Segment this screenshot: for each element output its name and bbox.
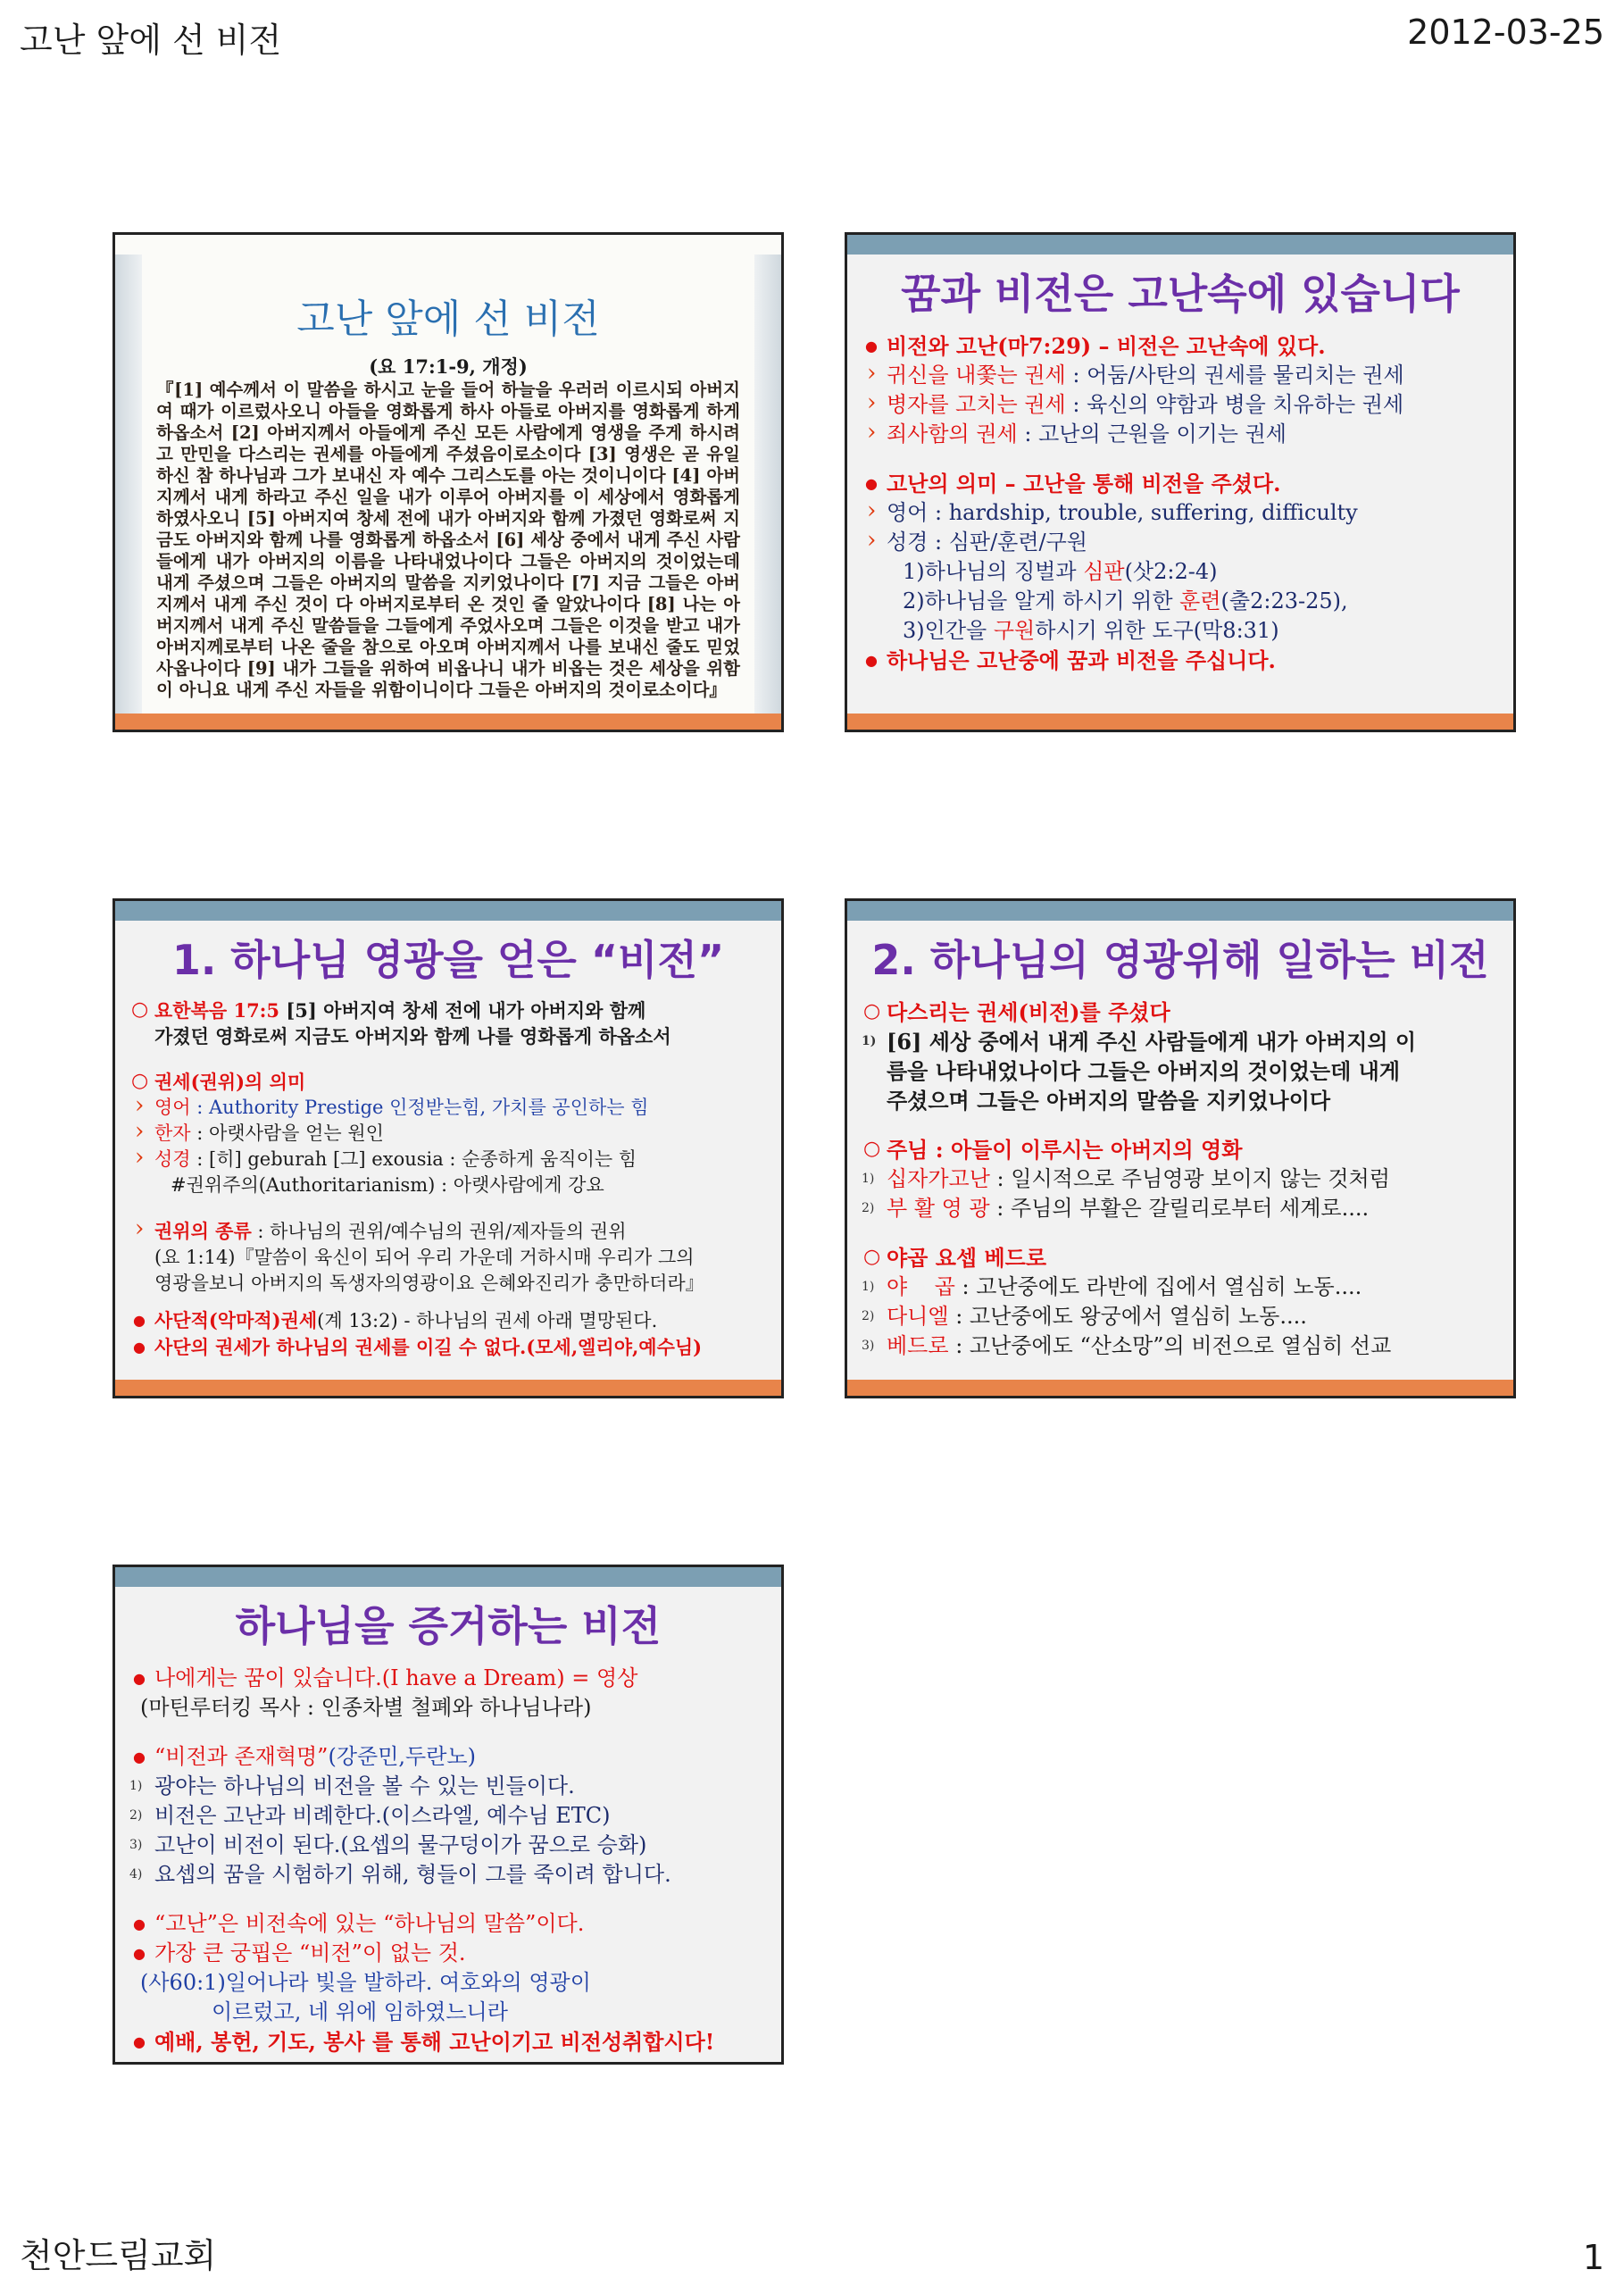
numbered-line: [126, 1801, 772, 1831]
line-number: 1): [129, 1779, 143, 1793]
slide-top-bar: [115, 901, 781, 921]
line-text: (강준민,두란노): [328, 1744, 476, 1769]
sub-line: 영광을보니 아버지의 독생자의영광이요 은혜와진리가 충만하더라』: [154, 1273, 704, 1294]
bullet-line: [126, 1307, 772, 1334]
sub-line: (사60:1)일어나라 빛을 발하라. 여호와의 영광이: [140, 1970, 591, 1995]
slide-content: [858, 331, 1504, 675]
line-text: 3)인간을: [903, 618, 994, 643]
page-footer-org: 천안드림교회: [20, 2236, 217, 2275]
sub-line: #권위주의(Authoritarianism) : 아랫사람에게 강요: [171, 1174, 604, 1196]
line-number: 2): [862, 1309, 875, 1323]
line-emphasis: 병자를 고치는 권세: [887, 392, 1066, 417]
slide-title: 하나님을 증거하는 비전: [235, 1602, 662, 1650]
slide-4: [845, 898, 1516, 1398]
line-number: 2): [862, 1201, 875, 1215]
line-text: : 하나님의 권위/예수님의 권위/제자들의 권위: [251, 1221, 627, 1242]
line-number: 4): [129, 1867, 143, 1882]
bullet-line: [126, 1147, 772, 1173]
line-emphasis: 권위의 종류: [154, 1220, 252, 1242]
bullet-line: ● 고난의 의미 – 고난을 통해 비전을 주셨다.: [858, 469, 1504, 498]
line-emphasis: 사단적(악마적)권세: [154, 1309, 318, 1331]
line-number: 3): [862, 1339, 875, 1353]
line-emphasis: 부 활 영 광: [887, 1196, 990, 1221]
sub-line: 름을 나타내었나이다 그들은 아버지의 것이었는데 내게: [887, 1058, 1401, 1084]
page-number: 1: [1582, 2238, 1604, 2277]
line-text: : 고난중에도 라반에 집에서 열심히 노동....: [954, 1274, 1362, 1299]
slide-bottom-bar: [115, 1380, 781, 1396]
line-text: : 고난중에도 “산소망”의 비전으로 열심히 선교: [948, 1333, 1392, 1358]
numbered-line: [858, 1164, 1504, 1194]
slide-bottom-bar: [847, 1380, 1513, 1396]
line-number: 2): [129, 1808, 143, 1823]
slide-title: 꿈과 비전은 고난속에 있습니다: [901, 270, 1460, 318]
line-text: 하시기 위한 도구(막8:31): [1035, 618, 1279, 643]
sub-line: [858, 616, 1504, 646]
bullet-line: › 성경 : 심판/훈련/구원: [858, 528, 1504, 557]
slide-2: [845, 232, 1516, 732]
bullet-line: ● 가장 큰 궁핍은 “비전”이 없는 것.: [126, 1939, 772, 1968]
slide-top-bar: [847, 235, 1513, 255]
line-text: : 아랫사람을 얻는 원인: [190, 1122, 384, 1144]
sub-line: [858, 587, 1504, 616]
line-emphasis: 훈련: [1179, 588, 1221, 613]
scripture-reference: (요 17:1-9, 개정): [369, 355, 528, 378]
line-emphasis: 다니엘: [887, 1304, 949, 1329]
slide-content: [126, 1664, 772, 2057]
numbered-line: [858, 1027, 1504, 1056]
bullet-line: ● “고난”은 비전속에 있는 “하나님의 말씀”이다.: [126, 1909, 772, 1939]
line-text: (출2:23-25),: [1220, 588, 1348, 613]
slide-1: [112, 232, 784, 732]
sub-line: 가졌던 영화로써 지금도 아버지와 함께 나를 영화롭게 하옵소서: [154, 1025, 671, 1047]
sub-line: 주셨으며 그들은 아버지의 말씀을 지키었나이다: [887, 1088, 1331, 1114]
sub-line: [858, 557, 1504, 587]
slide-title: 고난 앞에 선 비전: [296, 296, 600, 342]
slide-content: [858, 997, 1504, 1361]
line-text: 1)하나님의 징벌과: [903, 559, 1084, 584]
line-number: 3): [129, 1838, 143, 1852]
slide-top-bar: [847, 901, 1513, 921]
page-header-date: 2012-03-25: [1407, 13, 1604, 52]
bullet-line: ○ 야곱 요셉 베드로: [858, 1243, 1504, 1273]
bullet-line: ● 하나님은 고난중에 꿈과 비전을 주십니다.: [858, 646, 1504, 675]
line-text: : 고난의 근원을 이기는 권세: [1017, 421, 1287, 446]
sub-line: 이르렀고, 네 위에 임하였느니라: [212, 1999, 508, 2024]
line-text: : 어둠/사탄의 권세를 물리치는 권세: [1065, 363, 1404, 388]
line-emphasis: 귀신을 내쫓는 권세: [887, 363, 1066, 388]
bullet-line: [126, 1218, 772, 1245]
numbered-line: [126, 1831, 772, 1860]
bullet-line: ● 사단의 권세가 하나님의 권세를 이길 수 없다.(모세,엘리야,예수님): [126, 1334, 772, 1360]
line-text: 비전은 고난과 비례한다.(이스라엘, 예수님 ETC): [154, 1803, 611, 1828]
line-emphasis: 한자: [154, 1122, 191, 1144]
line-number: 1): [862, 1034, 877, 1048]
line-text: 2)하나님을 알게 하시기 위한: [903, 588, 1180, 613]
numbered-line: [126, 1772, 772, 1801]
line-text: 요셉의 꿈을 시험하기 위해, 형들이 그를 죽이려 합니다.: [154, 1862, 671, 1887]
line-text: [5] 아버지여 창세 전에 내가 아버지와 함께: [279, 999, 646, 1022]
page-header-title: 고난 앞에 선 비전: [20, 21, 282, 60]
sub-line: (요 1:14)『말씀이 육신이 되어 우리 가운데 거하시매 우리가 그의: [154, 1247, 695, 1268]
line-emphasis: 베드로: [887, 1333, 949, 1358]
bullet-line: ○ 주님 : 아들이 이루시는 아버지의 영화: [858, 1135, 1504, 1164]
bullet-line: [858, 390, 1504, 420]
scripture-text: 『[1] 예수께서 이 말씀을 하시고 눈을 들어 하늘을 우러러 이르시되 아버지여 때가 이르렀사오니 아들을 영화롭게 하사 아들로 아버지를 영화롭게 하게 하옵소서 [2] 아버지께서 아들에게 주신 모든 사람에게 영생을 주게 하시려고 만민을 다스리는 권세를 아들에게 주셨음이로소이다 [3] 영생은 곧 유일하신 참 하나님과 그가 보내신 자 예수 그리스도를 아는 것이니이다 [4] 아버지께서 내게 하라고 주신 일을 내가 이루어 아버지를 이 세상에서 영화롭게 하였사오니 [5] 아버지여 창세 전에 내가 아버지와 함께 가졌던 영화로써 지금도 아버지와 함께 나를 영화롭게 하옵소서 [6] 세상 중에서 내게 주신 사람들에게 내가 아버지의 이름을 나타내었나이다 그들은 아버지의 것이었는데 내게 주셨으며 그들은 아버지의 말씀을 지키었나이다 [7] 지금 그들은 아버지께서 내게 주신 것이 다 아버지로부터 온 것인 줄 알았나이다 [8] 나는 아버지께서 내게 주신 말씀들을 그들에게 주었사오며 그들은 이것을 받고 내가 아버지께로부터 나온 줄을 참으로 아오며 아버지께서 나를 보내신 줄도 믿었사옵나이다 [9] 내가 그들을 위하여 비옵나니 내가 비옵는 것은 세상을 위함이 아니요 내게 주신 자들을 위함이니이다 그들은 아버지의 것이로소이다』: [156, 380, 740, 700]
sub-line: (마틴루터킹 목사 : 인종차별 철폐와 하나님나라): [140, 1695, 592, 1720]
numbered-line: [858, 1273, 1504, 1302]
bullet-line: [858, 361, 1504, 390]
bullet-line: ● 나에게는 꿈이 있습니다.(I have a Dream) = 영상: [126, 1664, 772, 1693]
line-emphasis: 영어: [154, 1097, 191, 1118]
numbered-line: [126, 1860, 772, 1890]
slide-content: [126, 997, 772, 1360]
line-emphasis: 심판: [1083, 559, 1125, 584]
numbered-line: [858, 1302, 1504, 1331]
bullet-line: › 영어 : hardship, trouble, suffering, difficulty: [858, 498, 1504, 528]
line-text: : Authority Prestige 인정받는힘, 가치를 공인하는 힘: [190, 1097, 649, 1118]
bullet-line: [126, 1121, 772, 1147]
line-text: : 일시적으로 주님영광 보이지 않는 것처럼: [989, 1166, 1390, 1191]
line-text: : 주님의 부활은 갈릴리로부터 세계로....: [989, 1196, 1370, 1221]
line-text: 고난이 비전이 된다.(요셉의 물구덩이가 꿈으로 승화): [154, 1832, 647, 1857]
bullet-line: [126, 997, 772, 1023]
line-text: : 육신의 약함과 병을 치유하는 권세: [1065, 392, 1404, 417]
slide-bottom-bar: [115, 714, 781, 730]
line-number: 1): [862, 1280, 875, 1294]
line-text: (삿2:2-4): [1124, 559, 1218, 584]
bullet-line: [126, 1095, 772, 1121]
bullet-line: [858, 420, 1504, 449]
line-emphasis: 야 곱: [887, 1274, 955, 1299]
slide-5: [112, 1565, 784, 2065]
slide-title: 1. 하나님 영광을 얻은 “비전”: [171, 936, 725, 984]
line-text: 광야는 하나님의 비전을 볼 수 있는 빈들이다.: [154, 1773, 575, 1798]
line-emphasis: 요한복음 17:5: [154, 999, 280, 1022]
line-text: : 고난중에도 왕궁에서 열심히 노동....: [948, 1304, 1307, 1329]
bullet-line: ○ 다스리는 권세(비전)를 주셨다: [858, 997, 1504, 1027]
numbered-line: [858, 1331, 1504, 1361]
slide-3: [112, 898, 784, 1398]
bullet-line: ● 예배, 봉헌, 기도, 봉사 를 통해 고난이기고 비전성취합시다!: [126, 2027, 772, 2057]
bullet-line: ○ 권세(권위)의 의미: [126, 1069, 772, 1095]
bullet-line: [126, 1742, 772, 1772]
line-emphasis: 성경: [154, 1148, 191, 1170]
line-emphasis: 구원: [993, 618, 1036, 643]
line-number: 1): [862, 1172, 875, 1186]
line-emphasis: 십자가고난: [887, 1166, 990, 1191]
numbered-line: [858, 1194, 1504, 1223]
line-emphasis: “비전과 존재혁명”: [154, 1744, 329, 1769]
slide-title: 2. 하나님의 영광위해 일하는 비전: [871, 936, 1489, 984]
line-text: : [히] geburah [그] exousia : 순종하게 움직이는 힘: [190, 1148, 637, 1170]
line-text: (계 13:2) - 하나님의 권세 아래 멸망된다.: [317, 1310, 658, 1331]
slide-top-bar: [115, 1567, 781, 1587]
line-emphasis: 죄사함의 권세: [887, 421, 1018, 446]
slide-bottom-bar: [847, 714, 1513, 730]
line-text: [6] 세상 중에서 내게 주신 사람들에게 내가 아버지의 이: [887, 1029, 1417, 1055]
bullet-line: ● 비전와 고난(마7:29) – 비전은 고난속에 있다.: [858, 331, 1504, 361]
